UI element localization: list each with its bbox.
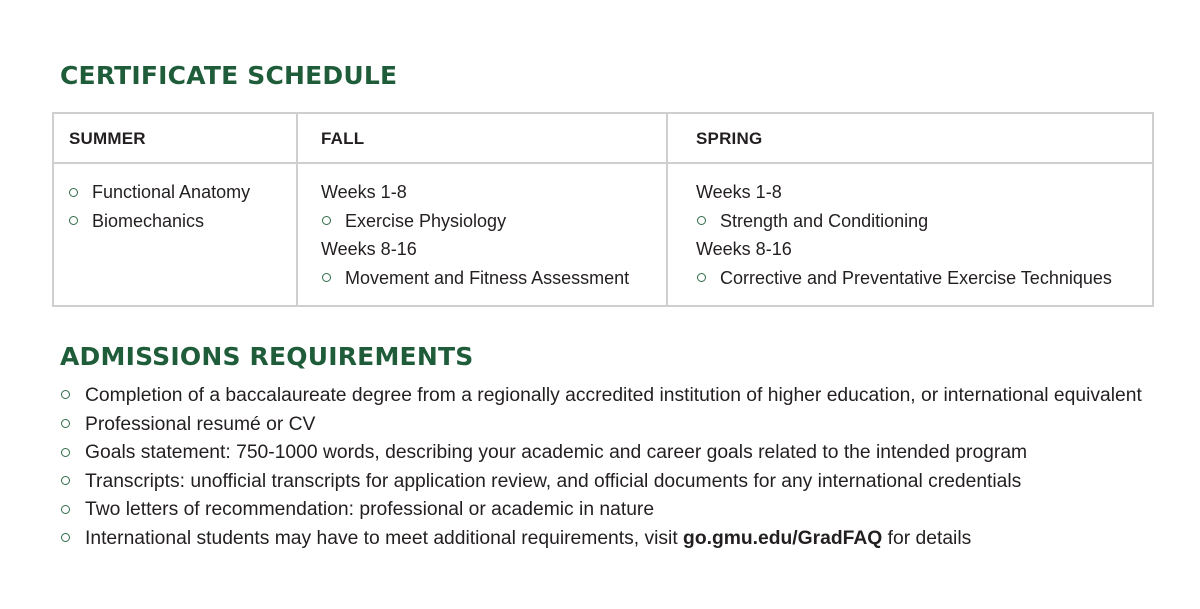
summer-column-header: SUMMER — [54, 114, 298, 164]
grad-faq-link[interactable]: go.gmu.edu/GradFAQ — [683, 527, 883, 549]
requirement-text: Completion of a baccalaureate degree from a regionally accredited institution of higher education, or international equivalent — [85, 385, 1142, 406]
requirement-text: Two letters of recommendation: professional or academic in nature — [85, 499, 655, 521]
requirement-item — [60, 439, 1142, 468]
course-name: Biomechanics — [92, 210, 205, 231]
weeks-label: Weeks 8-16 — [321, 239, 417, 259]
requirement-item — [60, 411, 1142, 440]
requirement-text: Goals statement: 750-1000 words, describing your academic and career goals related to the intended program — [85, 442, 1028, 464]
requirement-text: Professional resumé or CV — [85, 413, 316, 435]
course-name: Functional Anatomy — [92, 182, 251, 202]
hollow-circle-bullet-icon — [61, 390, 70, 399]
certificate-schedule-table — [52, 112, 1154, 307]
hollow-circle-bullet-icon — [61, 448, 70, 457]
hollow-circle-bullet-icon — [322, 216, 331, 225]
weeks-label: Weeks 1-8 — [696, 182, 782, 202]
requirement-item — [60, 382, 1142, 411]
course-item — [696, 264, 1152, 293]
hollow-circle-bullet-icon — [697, 273, 706, 282]
hollow-circle-bullet-icon — [61, 533, 70, 542]
course-name: Exercise Physiology — [345, 210, 507, 231]
hollow-circle-bullet-icon — [61, 419, 70, 428]
course-name: Movement and Fitness Assessment — [345, 267, 630, 288]
fall-courses-cell — [298, 164, 668, 305]
certificate-schedule-heading: CERTIFICATE SCHEDULE — [60, 61, 398, 90]
hollow-circle-bullet-icon — [697, 216, 706, 225]
hollow-circle-bullet-icon — [69, 188, 78, 197]
course-name: Strength and Conditioning — [720, 210, 929, 231]
course-item — [321, 207, 666, 236]
fall-column-header: FALL — [298, 114, 668, 164]
requirement-text-prefix: International students may have to meet additional requirements, visit — [85, 527, 684, 549]
requirement-text-suffix: for details — [882, 527, 972, 549]
hollow-circle-bullet-icon — [61, 505, 70, 514]
requirement-item — [60, 496, 1142, 525]
spring-courses-cell — [668, 164, 1152, 305]
course-item — [321, 264, 666, 293]
weeks-label: Weeks 1-8 — [321, 182, 407, 202]
hollow-circle-bullet-icon — [322, 273, 331, 282]
weeks-label: Weeks 8-16 — [696, 239, 792, 259]
course-name: Corrective and Preventative Exercise Techniques — [720, 267, 1112, 288]
summer-courses-cell — [54, 164, 298, 305]
requirement-item — [60, 525, 1142, 554]
course-item — [69, 207, 296, 236]
hollow-circle-bullet-icon — [61, 476, 70, 485]
course-item — [69, 178, 296, 207]
admissions-requirements-heading: ADMISSIONS REQUIREMENTS — [60, 342, 474, 371]
requirement-item — [60, 468, 1142, 497]
course-item — [696, 207, 1152, 236]
admissions-requirements-list — [60, 382, 1142, 554]
spring-column-header: SPRING — [668, 114, 1152, 164]
requirement-text: Transcripts: unofficial transcripts for application review, and official documents for any international credentials — [85, 470, 1022, 492]
hollow-circle-bullet-icon — [69, 216, 78, 225]
